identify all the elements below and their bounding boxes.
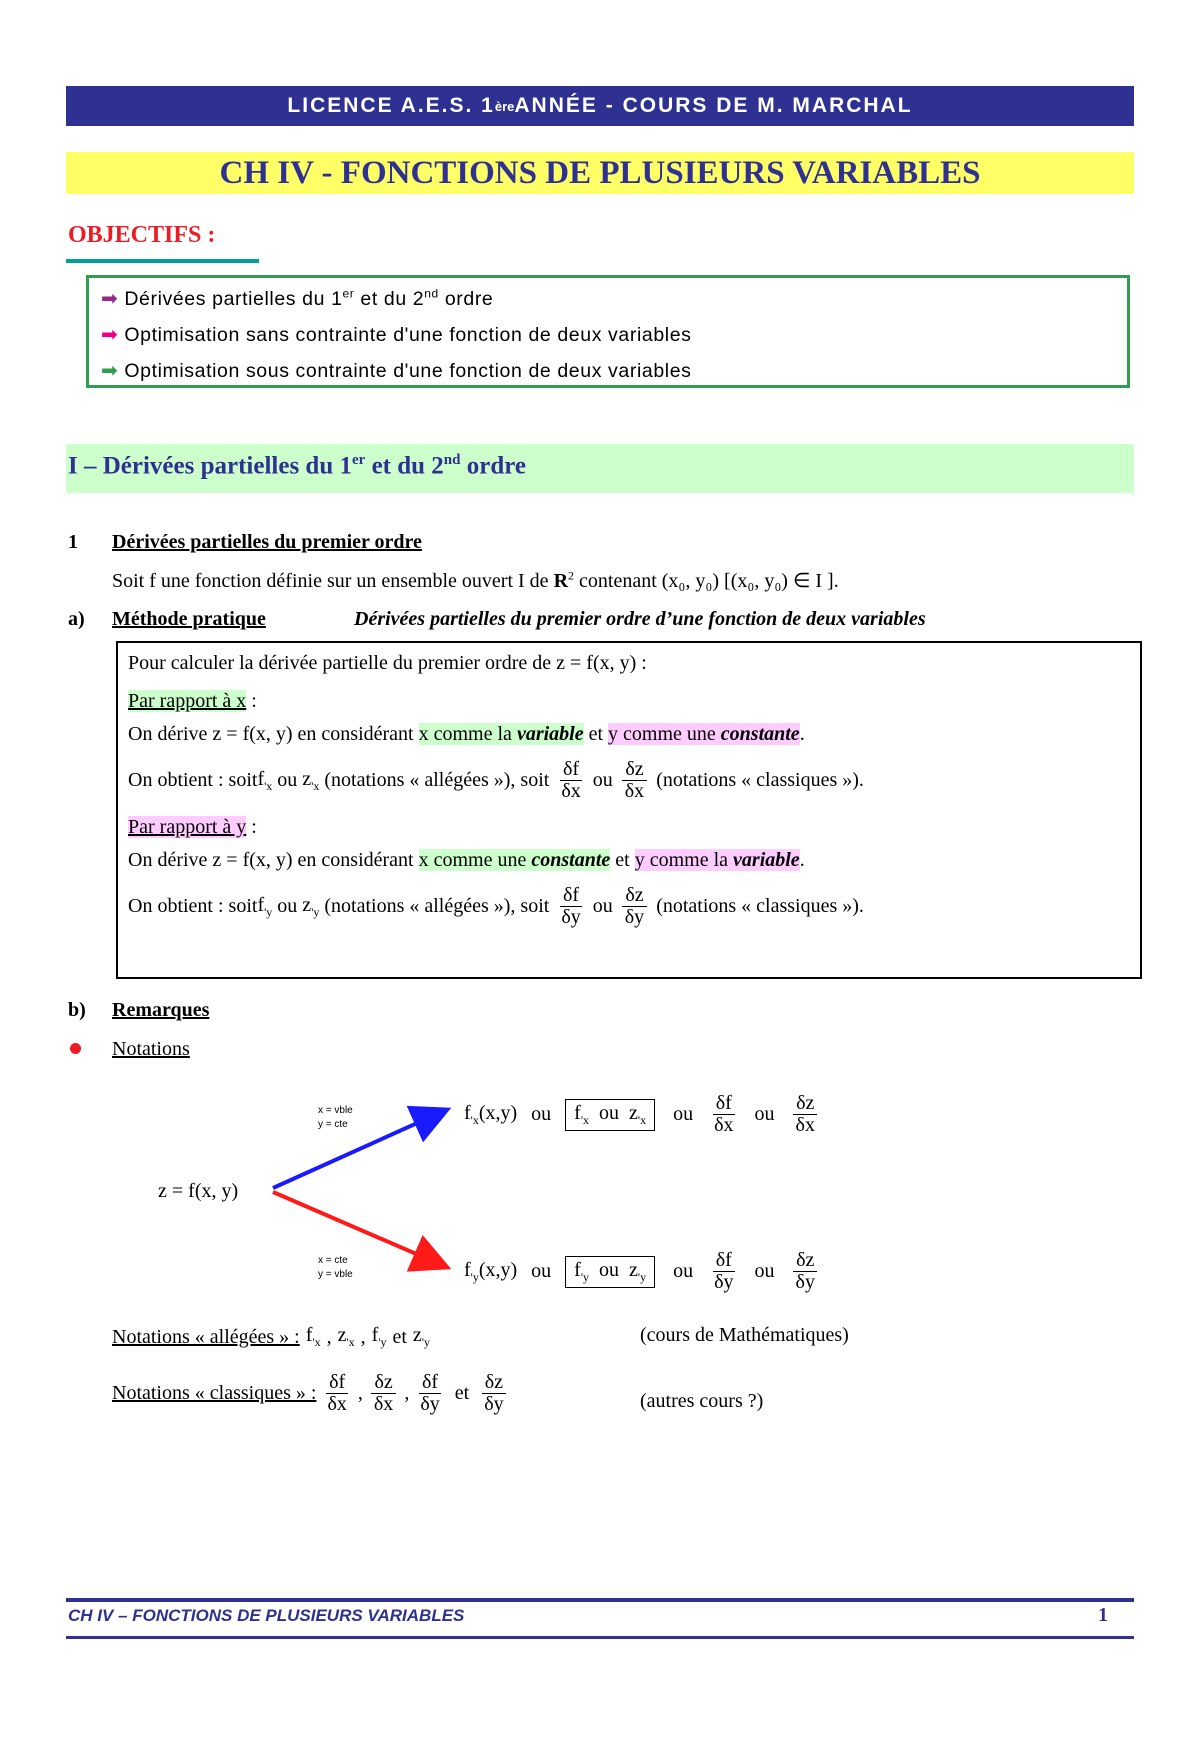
xy: (x,y) (478, 1101, 518, 1124)
num: δz (622, 885, 646, 907)
period: . (799, 723, 805, 745)
fx-expr: $f_{'x}(x,y)$ (464, 1101, 518, 1127)
fraction-dz-dx (793, 1093, 818, 1136)
sub: y (266, 904, 273, 919)
arrow-right-icon: ➡ (101, 324, 119, 346)
z-letter: z (412, 1324, 422, 1346)
fraction-dz-dy (793, 1250, 818, 1293)
intro-text: [(x₀, y₀) ∈ I ]. (719, 570, 839, 592)
allegees-text: (notations « allégées »), soit (319, 895, 555, 917)
zy-prime: $z_{'y}$ (302, 893, 320, 919)
z-letter: z (629, 1258, 638, 1281)
objectives-heading: OBJECTIFS : (68, 222, 216, 248)
zx-prime: $z_{'x}$ (302, 767, 320, 793)
ou-text: ou (754, 1260, 775, 1282)
den: δx (624, 780, 645, 802)
banner-sup: ère (494, 98, 515, 114)
intro-point: (x₀, y₀) (661, 570, 720, 592)
colon: : (246, 816, 257, 838)
y-title: Par rapport à y (128, 816, 247, 838)
and-text: et (583, 723, 609, 745)
banner-right: ANNÉE - COURS DE M. MARCHAL (514, 94, 913, 117)
label-top (318, 1104, 353, 1132)
objective-text: et du 2 (354, 288, 425, 310)
arrow-right-icon: ➡ (101, 288, 119, 310)
fy-expr: $f_{'y}(x,y)$ (464, 1258, 518, 1284)
sup: er (351, 452, 366, 468)
num: δf (560, 759, 582, 781)
sub: x (348, 1335, 355, 1349)
fy-prime: $f_{'y}$ (257, 893, 273, 919)
label-line: y = vble (318, 1269, 353, 1280)
num: δf (326, 1372, 348, 1394)
obtain-text: On obtient : soit (128, 769, 258, 791)
num: δf (713, 1093, 735, 1115)
sub: y (583, 1269, 590, 1284)
footer-rule-top (66, 1598, 1134, 1602)
section-title-text: ordre (460, 452, 526, 480)
fraction-df-dx (324, 1372, 349, 1415)
f-letter: f (257, 767, 265, 790)
zy-prime: $z_{'y}$ (412, 1324, 430, 1349)
sub: y (640, 1269, 647, 1284)
bottom-notation-row (464, 1250, 822, 1293)
boxed-notation-x: $f_{'x}$ ou $z_{'x}$ (565, 1099, 655, 1131)
sub: y (472, 1269, 479, 1284)
label-bottom (318, 1254, 353, 1282)
f-letter: f (464, 1258, 471, 1281)
sub: x (266, 778, 273, 793)
footer-rule-bottom (66, 1636, 1134, 1639)
hl-word: constante (720, 723, 800, 745)
boxed-notation-y: $f_{'y}$ ou $z_{'y}$ (565, 1256, 655, 1288)
notations-heading: Notations (112, 1038, 190, 1060)
remarks-heading: Remarques (112, 999, 210, 1021)
hl-text: y comme la (634, 849, 734, 871)
ou-text: ou (272, 769, 303, 791)
num: δz (793, 1093, 817, 1115)
fy-prime: $f_{'y}$ (371, 1324, 387, 1349)
ou-text: ou (599, 1258, 620, 1281)
ou-text: ou (673, 1103, 694, 1125)
ou-text: ou (531, 1260, 552, 1282)
ou-text: ou (754, 1103, 775, 1125)
objective-text: ordre (438, 288, 494, 310)
allegees-line (112, 1324, 430, 1350)
sub: x (583, 1112, 590, 1127)
sub: y (423, 1335, 430, 1349)
den: δy (484, 1393, 504, 1415)
hl-word: variable (733, 849, 800, 871)
method-label: a) (68, 608, 85, 630)
num: δz (371, 1372, 395, 1394)
hl-text: x comme la (418, 723, 517, 745)
hl-word: constante (531, 849, 611, 871)
method-intro: Pour calculer la dérivée partielle du premier ordre de z = f(x, y) : (128, 652, 647, 674)
intro-text: contenant (574, 570, 662, 592)
zx-prime: $z_{'x}$ (337, 1324, 355, 1349)
den: δx (714, 1114, 734, 1136)
ou-text: ou (673, 1260, 694, 1282)
sub: x (313, 778, 320, 793)
label-line: y = cte (318, 1119, 348, 1130)
classiques-note: (autres cours ?) (640, 1390, 764, 1412)
sub: x (640, 1112, 647, 1127)
den: δy (714, 1271, 734, 1293)
x-title: Par rapport à x (128, 690, 247, 712)
objective-text: Optimisation sans contrainte d'une fonction de deux variables (124, 324, 692, 346)
objective-text: Dérivées partielles du 1 (124, 288, 343, 310)
classiques-text: (notations « classiques »). (651, 769, 864, 791)
hl-text: y comme une (608, 723, 721, 745)
fx-prime: $f_{'x}$ (257, 767, 273, 793)
num: δf (419, 1372, 441, 1394)
classiques-text: (notations « classiques »). (651, 895, 864, 917)
sub: x (472, 1112, 479, 1127)
allegees-label: Notations « allégées » : (112, 1325, 300, 1348)
derive-text: On dérive z = f(x, y) en considérant (128, 849, 419, 871)
obtain-text: On obtient : soit (128, 895, 258, 917)
fraction-dz-dy (481, 1372, 506, 1415)
num: δz (622, 759, 646, 781)
ou-text: ou (272, 895, 303, 917)
classiques-label: Notations « classiques » : (112, 1382, 317, 1404)
label-line: x = cte (318, 1255, 348, 1266)
den: δx (373, 1393, 394, 1415)
sup: 2 (568, 568, 575, 583)
f-letter: f (257, 893, 265, 916)
sup: er (342, 286, 355, 301)
den: δy (624, 906, 645, 928)
hl-word: variable (516, 723, 584, 745)
intro-text: Soit f une fonction définie sur un ensemble ouvert I de (112, 570, 554, 592)
period: . (799, 849, 805, 871)
den: δy (420, 1393, 440, 1415)
hl-text: x comme une (418, 849, 532, 871)
f-letter: f (305, 1324, 313, 1346)
z-letter: z (629, 1101, 638, 1124)
footer-title: CH IV – FONCTIONS DE PLUSIEURS VARIABLES (68, 1606, 465, 1625)
z-letter: z (302, 893, 312, 916)
den: δx (795, 1114, 815, 1136)
f-letter: f (574, 1258, 581, 1281)
top-notation-row (464, 1093, 822, 1136)
part-heading: Dérivées partielles du premier ordre (112, 531, 422, 553)
ou-text: ou (587, 895, 618, 917)
comma: , (326, 1325, 332, 1348)
fraction-dz-dx (371, 1372, 396, 1415)
f-letter: f (464, 1101, 471, 1124)
fraction-df-dx (711, 1093, 736, 1136)
derive-text: On dérive z = f(x, y) en considérant (128, 723, 419, 745)
comma: , (404, 1382, 410, 1404)
sub: y (313, 904, 320, 919)
arrow-right-icon: ➡ (101, 360, 119, 382)
comma: , (360, 1325, 366, 1348)
ou-text: ou (599, 1101, 620, 1124)
num: δf (560, 885, 582, 907)
z-expression: z = f(x, y) (158, 1180, 239, 1202)
f-letter: f (574, 1101, 581, 1124)
fraction-df-dy (711, 1250, 736, 1293)
section-title-text: I – Dérivées partielles du 1 (68, 452, 352, 480)
sub: x (314, 1335, 321, 1349)
f-letter: f (371, 1324, 379, 1346)
intro-R: R (553, 570, 569, 592)
num: δz (482, 1372, 506, 1394)
method-heading: Méthode pratique (112, 608, 266, 630)
den: δx (327, 1393, 347, 1415)
ou-text: ou (587, 769, 618, 791)
label-line: x = vble (318, 1105, 353, 1116)
et-text: et (392, 1325, 407, 1348)
objective-text: Optimisation sous contrainte d'une fonction de deux variables (124, 360, 692, 382)
ou-text: ou (531, 1103, 552, 1125)
arrow-blue (273, 1111, 444, 1188)
den: δy (795, 1271, 815, 1293)
sub: y (380, 1335, 387, 1349)
and-text: et (610, 849, 635, 871)
num: δz (793, 1250, 817, 1272)
den: δx (561, 780, 581, 802)
method-subtitle: Dérivées partielles du premier ordre d’une fonction de deux variables (354, 608, 926, 630)
colon: : (246, 690, 257, 712)
allegees-note: (cours de Mathématiques) (640, 1324, 849, 1346)
section-title-text: et du 2 (365, 452, 444, 480)
z-letter: z (302, 767, 312, 790)
fraction-df-dy (417, 1372, 442, 1415)
banner-left: LICENCE A.E.S. 1 (287, 94, 495, 117)
sup: nd (443, 452, 461, 468)
et-text: et (454, 1382, 470, 1404)
part-number: 1 (68, 531, 78, 553)
arrow-red (273, 1192, 444, 1266)
den: δy (561, 906, 581, 928)
page-title: CH IV - FONCTIONS DE PLUSIEURS VARIABLES (66, 152, 1134, 194)
remarks-label: b) (68, 999, 86, 1021)
num: δf (713, 1250, 735, 1272)
z-letter: z (337, 1324, 347, 1346)
classiques-line (112, 1372, 511, 1415)
xy: (x,y) (478, 1258, 518, 1281)
comma: , (357, 1382, 363, 1404)
page-number: 1 (1098, 1604, 1108, 1626)
fx-prime: $f_{'x}$ (305, 1324, 321, 1349)
sup: nd (424, 286, 439, 301)
allegees-text: (notations « allégées »), soit (319, 769, 555, 791)
